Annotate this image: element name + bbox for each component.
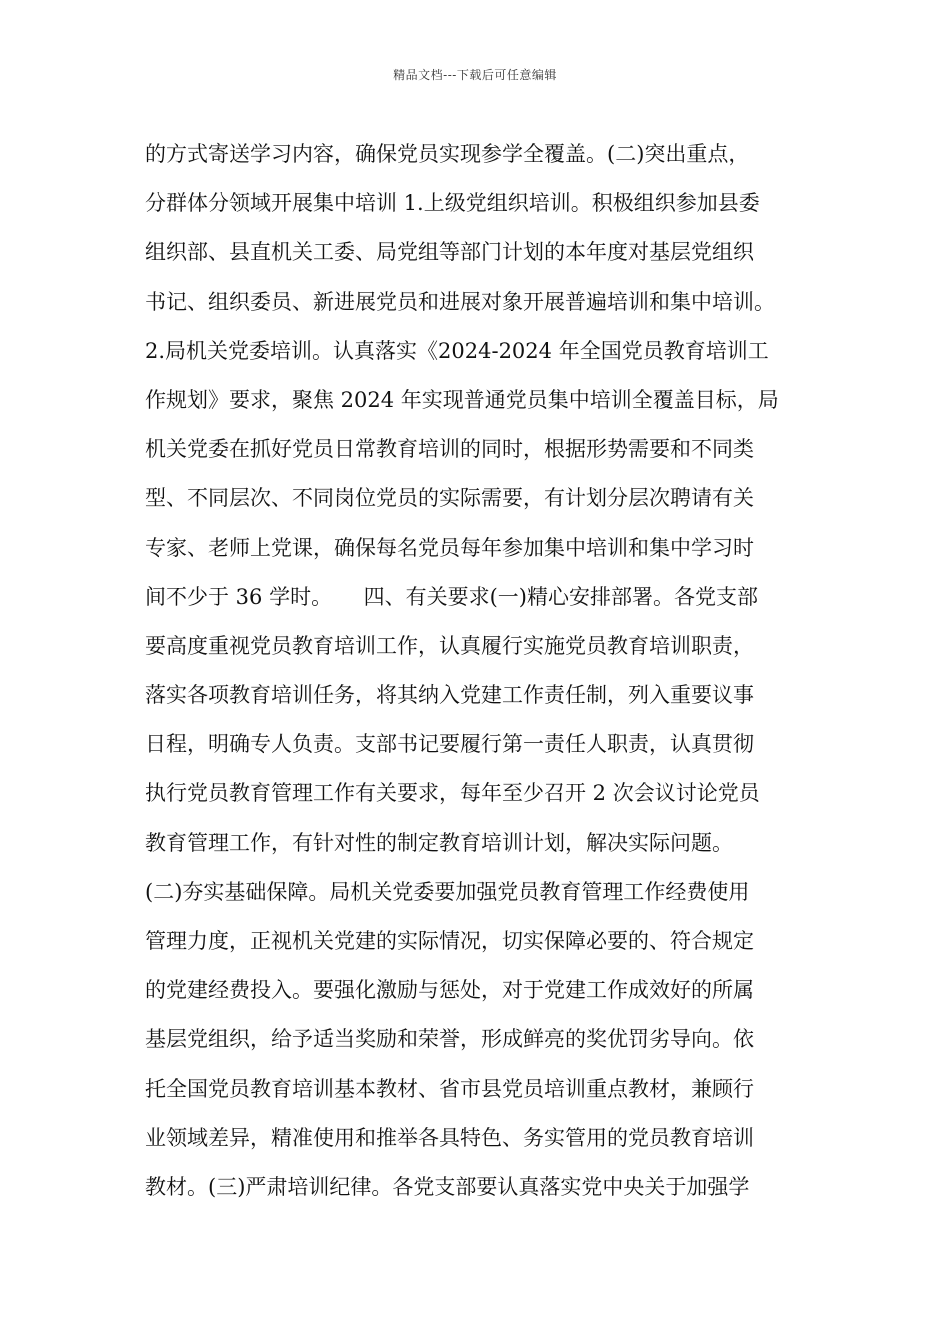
body-line: 落实各项教育培训任务，将其纳入党建工作责任制，列入重要议事 [145,683,754,708]
body-line: 管理力度，正视机关党建的实际情况，切实保障必要的、符合规定 [145,929,754,953]
body-line: 型、不同层次、不同岗位党员的实际需要，有计划分层次聘请有关 [145,486,754,511]
body-line: (二)夯实基础保障。局机关党委要加强党员教育管理工作经费使用 [145,879,750,904]
body-line: 教材。(三)严肃培训纪律。各党支部要认真落实党中央关于加强学 [145,1174,750,1199]
body-line: 基层党组织，给予适当奖励和荣誉，形成鲜亮的奖优罚劣导向。依 [145,1027,754,1052]
body-line: 专家、老师上党课，确保每名党员每年参加集中培训和集中学习时 [145,535,754,560]
body-line: 业领域差异，精准使用和推举各具特色、务实管用的党员教育培训 [145,1125,754,1150]
body-line: 的党建经费投入。要强化激励与惩处，对于党建工作成效好的所属 [145,978,754,1003]
document-body [145,130,815,1212]
body-line: 间不少于 36 学时。 四、有关要求(一)精心安排部署。各党支部 [145,584,758,609]
body-line: 的方式寄送学习内容，确保党员实现参学全覆盖。(二)突出重点， [145,142,750,166]
body-line: 2.局机关党委培训。认真落实《2024-2024 年全国党员教育培训工 [145,338,769,363]
body-line: 教育管理工作，有针对性的制定教育培训计划，解决实际问题。 [145,830,733,855]
body-line: 书记、组织委员、新进展党员和进展对象开展普遍培训和集中培训。 [145,289,775,314]
body-line: 作规划》要求，聚焦 2024 年实现普通党员集中培训全覆盖目标，局 [145,387,779,412]
body-line: 要高度重视党员教育培训工作，认真履行实施党员教育培训职责， [145,633,754,658]
body-line: 组织部、县直机关工委、局党组等部门计划的本年度对基层党组织 [145,240,754,265]
body-line: 机关党委在抓好党员日常教育培训的同时，根据形势需要和不同类 [145,437,754,462]
body-line: 分群体分领域开展集中培训 1.上级党组织培训。积极组织参加县委 [145,191,760,216]
page-header: 精品文档---下载后可任意编辑 [393,68,557,82]
body-line: 执行党员教育管理工作有关要求，每年至少召开 2 次会议讨论党员 [145,781,760,806]
body-line: 日程，明确专人负责。支部书记要履行第一责任人职责，认真贯彻 [145,732,754,757]
body-line: 托全国党员教育培训基本教材、省市县党员培训重点教材，兼顾行 [145,1076,754,1101]
